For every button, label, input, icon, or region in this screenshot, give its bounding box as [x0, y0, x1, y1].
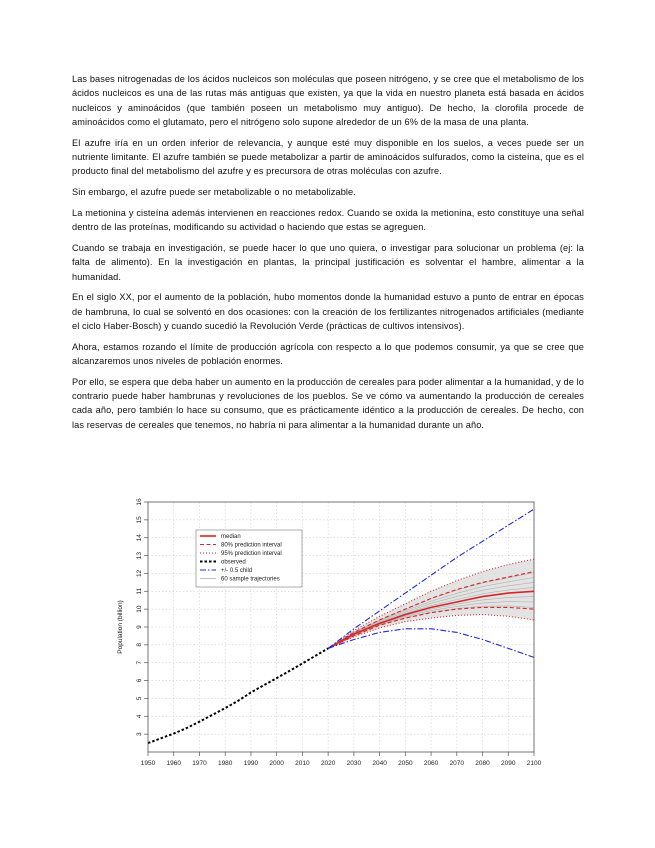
paragraph-sulfur: El azufre iría en un orden inferior de relevancia, y aunque esté muy disponible en los suelos, a veces puede ser un nutriente limitante. El azufre también se puede metabolizar a partir de aminoácidos sulfurados, como la cisteína, que es el producto final del metabolismo del azufre y es precursora de otras moléculas con azufre. — [72, 137, 584, 177]
x-tick-label: 2000 — [269, 760, 284, 767]
y-tick-label: 6 — [136, 678, 143, 683]
y-tick-label: 15 — [136, 516, 143, 524]
y-tick-label: 13 — [136, 551, 143, 560]
x-tick-label: 2020 — [320, 760, 336, 767]
y-tick-label: 14 — [136, 534, 143, 542]
y-tick-label: 10 — [136, 605, 143, 613]
x-tick-label: 2080 — [475, 760, 490, 767]
legend-label: 80% prediction interval — [221, 542, 282, 549]
legend-label: 95% prediction interval — [221, 551, 282, 558]
x-tick-label: 1970 — [192, 760, 207, 767]
legend-label: 60 sample trajectories — [221, 576, 280, 583]
y-tick-label: 7 — [136, 660, 143, 665]
y-tick-label: 5 — [136, 696, 143, 701]
population-chart — [112, 496, 542, 780]
x-tick-label: 2040 — [372, 760, 387, 767]
legend-label: median — [221, 534, 241, 541]
x-tick-label: 2070 — [449, 760, 465, 767]
x-tick-label: 1960 — [166, 760, 181, 767]
paragraph-20th-century: En el siglo XX, por el aumento de la población, hubo momentos donde la humanidad estuvo a punto de entrar en épocas de hambruna, lo cual se solventó en dos ocasiones: con la creación de los fertilizantes nitrogenados artificiales (mediante el ciclo Haber-Bosch) y cuando sucedió la Revolución Verde (prácticas de cultivos intensivos). — [72, 292, 584, 331]
y-tick-label: 3 — [136, 732, 143, 736]
legend-label: +/- 0.5 child — [221, 568, 253, 575]
x-tick-label: 1950 — [140, 760, 156, 767]
y-axis-label: Population (billion) — [117, 600, 124, 654]
x-tick-label: 1990 — [243, 760, 259, 767]
y-tick-label: 12 — [136, 569, 143, 578]
y-tick-label: 9 — [136, 625, 143, 629]
x-tick-label: 2030 — [346, 760, 362, 767]
paragraph-nitrogen: Las bases nitrogenadas de los ácidos nucleicos son moléculas que poseen nitrógeno, y se cree que el metabolismo de los ácidos nucleicos es una de las rutas más antiguas que existen, ya que la vida en nuestro planeta está basada en ácidos nucleicos y aminoácidos (que también poseen un metabolismo muy antiguo). De hecho, la clorofila procede de aminoácidos como el glutamato, pero el nitrógeno solo supone alrededor de un 6% de la masa de una planta. — [72, 74, 584, 127]
paragraph-redox: La metionina y cisteína además intervienen en reacciones redox. Cuando se oxida la metionina, esto constituye una señal dentro de las proteínas, modificando su actividad o haciendo que estas se agreguen. — [72, 207, 584, 233]
x-tick-label: 2090 — [501, 760, 516, 767]
x-tick-label: 2050 — [398, 760, 413, 767]
y-tick-label: 4 — [136, 714, 143, 719]
paragraph-production-limit: Ahora, estamos rozando el límite de producción agrícola con respecto a lo que podemos consumir, ya que se cree que alcanzaremos unos niveles de población enormes. — [72, 341, 584, 367]
x-tick-label: 1980 — [217, 760, 233, 767]
y-tick-label: 8 — [136, 643, 143, 647]
paragraph-research: Cuando se trabaja en investigación, se puede hacer lo que uno quiera, o investigar para solucionar un problema (ej: la falta de alimento). En la investigación en plantas, la principal justificación es solventar el hambre, alimentar a la humanidad. — [72, 242, 584, 282]
paragraph-sulfur-metabolizable: Sin embargo, el azufre puede ser metabolizable o no metabolizable. — [72, 187, 356, 198]
legend-label: observed — [221, 559, 246, 566]
y-tick-label: 16 — [136, 498, 143, 506]
x-tick-label: 2060 — [423, 760, 439, 767]
paragraph-cereals: Por ello, se espera que deba haber un aumento en la producción de cereales para poder alimentar a la humanidad, y de lo contrario puede haber hambrunas y revoluciones de los pueblos. Se ve cómo va aumentando la producción de cereales cada año, pero también lo hace su consumo, que es prácticamente idéntico a la producción de cereales. De hecho, con las reservas de cereales que tenemos, no habría ni para alimentar a la humanidad durante un año. — [72, 376, 584, 430]
x-tick-label: 2100 — [526, 760, 542, 767]
chart-legend — [196, 530, 302, 587]
y-tick-label: 11 — [136, 587, 143, 595]
document-body — [72, 72, 584, 439]
x-tick-label: 2010 — [295, 760, 310, 767]
